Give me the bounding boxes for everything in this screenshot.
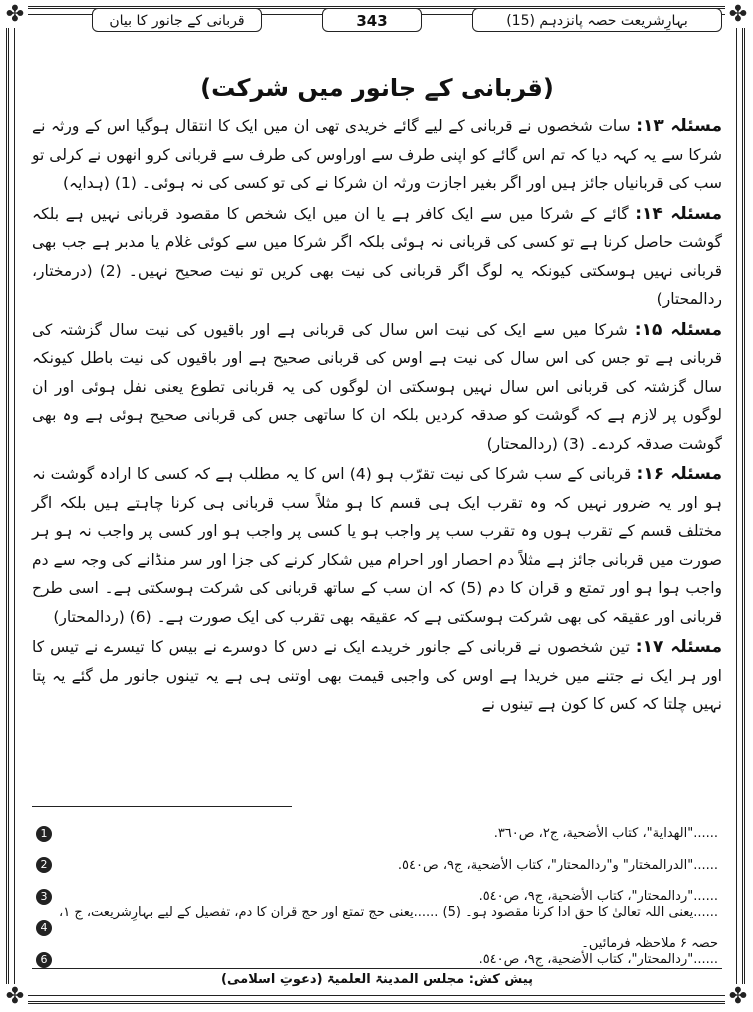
footnote-number: 3	[36, 889, 52, 905]
footnote	[32, 850, 722, 882]
masla-label: مسئلہ ۱۶:	[636, 464, 723, 484]
footnote-text: ......"الهداية"، كتاب الأضحية، ج٢، ص٣٦٠.	[493, 826, 718, 841]
section-title: (قربانی کے جانور میں شرکت)	[200, 74, 554, 102]
footnote-number: 1	[36, 826, 52, 842]
footnote	[32, 818, 722, 850]
corner-ornament-icon: ✤	[2, 984, 28, 1010]
page-header	[32, 8, 722, 34]
corner-ornament-icon: ✤	[725, 2, 751, 28]
footnote-text: ......"ردالمحتار"، كتاب الأضحية، ج٩، ص٥٤٠.	[478, 952, 718, 967]
masla-label: مسئلہ ۱۷:	[635, 637, 722, 657]
paragraph-text: شرکا میں سے ایک کی نیت اس سال کی قربانی ہے اور باقیوں کی نیت سال گزشتہ کی قربانی ہے تو جس کی اس سال کی نیت ہے اوس کی قربانی صحیح ہے اور باقیوں کی نیت باطل کیونکہ سال گزشتہ کی قربانی اس سال نہیں ہوسکتی ان لوگوں کی یہ قربانی تطوع یعنی نفل ہوئی اور ان لوگوں پر لازم ہے کہ گوشت کو صدقہ کردیں بلکہ ان کا ساتھی جس کی قربانی صحیح ہوئی ہے وہ بھی گوشت صدقہ کردے۔ (3) (ردالمحتار)	[32, 320, 722, 453]
corner-ornament-icon: ✤	[725, 984, 751, 1010]
paragraph-text: سات شخصوں نے قربانی کے لیے گائے خریدی تھی ان میں ایک کا انتقال ہوگیا اس کے ورثہ نے شرکا سے یہ کہہ دیا کہ تم اس گائے کو اپنی طرف سے اوراوس کی طرف سے قربانی کرو انھوں نے کرلی تو سب کی قربانیاں جائز ہیں اور اگر بغیر اجازت ورثہ ان شرکا نے کی تو کسی کی نہ ہوئی۔ (1) (ہدایہ)	[32, 117, 722, 192]
footer-separator	[32, 968, 722, 969]
paragraph	[32, 316, 722, 459]
footnote-text: ......"ردالمحتار"، كتاب الأضحية، ج٩، ص٥٤٠.	[478, 889, 718, 904]
footnote-number: 4	[36, 920, 52, 936]
paragraph-text: گائے کے شرکا میں سے ایک کافر ہے یا ان میں ایک شخص کا مقصود قربانی نہیں ہے بلکہ گوشت حاصل کرنا ہے تو کسی کی قربانی نہ ہوئی بلکہ اگر شرکا میں سے کوئی غلام یا مدبر ہے جب بھی قربانی نہیں ہوسکتی کیونکہ یہ لوگ اگر قربانی کی نیت بھی کریں تو نیت صحیح نہیں۔ (2) (درمختار، ردالمحتار)	[32, 204, 722, 308]
book-title: بہارِشریعت حصہ پانزدہم (15)	[472, 8, 722, 32]
corner-ornament-icon: ✤	[2, 2, 28, 28]
paragraph-text: قربانی کے سب شرکا کی نیت تقرّب ہو (4) اس کا یہ مطلب ہے کہ کسی کا ارادہ گوشت نہ ہو اور یہ ضرور نہیں کہ وہ تقرب ایک ہی قسم کا ہو مثلاً سب قربانی ہی کرنا چاہتے ہیں بلکہ اگر مختلف قسم کے تقرب ہوں وہ تقرب سب پر واجب ہو یا کسی پر واجب ہو اور کسی پر واجب نہ ہو ہر صورت میں قربانی جائز ہے مثلاً دم احصار اور احرام میں شکار کرنے کی جزا اور سر منڈانے کی وجہ سے دم واجب ہوا ہو اور تمتع و قران کا دم (5) کہ ان سب کے ساتھ قربانی کی شرکت ہوسکتی ہے۔ اسی طرح قربانی اور عقیقہ کی بھی شرکت ہوسکتی ہے کہ عقیقہ بھی تقرب کی ایک صورت ہے۔ (6) (ردالمحتار)	[32, 465, 722, 626]
paragraph	[32, 460, 722, 631]
footnote	[32, 904, 722, 952]
footnote-number: 2	[36, 857, 52, 873]
chapter-title: قربانی کے جانور کا بیان	[92, 8, 262, 32]
footnote-text: ......یعنی اللہ تعالیٰ کا حق ادا کرنا مقصود ہو۔ (5) ......یعنی حج تمتع اور حج قران کا دم، تفصیل کے لیے بہارِشریعت، ج ۱، حصہ ۶ ملاحظہ فرمائیں۔	[59, 904, 718, 952]
paragraph	[32, 633, 722, 719]
masla-label: مسئلہ ۱۴:	[635, 203, 722, 224]
footnote-text: ......"الدرالمختار" و"ردالمحتار"، كتاب الأضحية، ج٩، ص٥٤٠.	[397, 857, 718, 873]
footnote-separator	[32, 806, 292, 807]
footnotes	[32, 818, 722, 976]
page-body	[32, 74, 722, 721]
footnote-number: 6	[36, 952, 52, 968]
page-footer: پیش کش: مجلس المدینۃ العلمیۃ (دعوتِ اسلامی)	[221, 972, 533, 987]
page-number: 343	[322, 8, 422, 32]
masla-label: مسئلہ ۱۵:	[634, 319, 722, 340]
paragraph	[32, 112, 722, 198]
footnote	[32, 944, 722, 976]
paragraph-text: تین شخصوں نے قربانی کے جانور خریدے ایک نے دس کا دوسرے نے بیس کا تیسرے نے تیس کا اور ہر ایک نے جتنے میں خریدا ہے اوس کی واجبی قیمت بھی اوتنی ہی ہے یہ تینوں جانور مل گئے یہ پتا نہیں چلتا کہ کس کا کون ہے تینوں نے	[32, 638, 722, 713]
paragraph	[32, 200, 722, 314]
masla-label: مسئلہ ۱۳:	[636, 116, 722, 136]
